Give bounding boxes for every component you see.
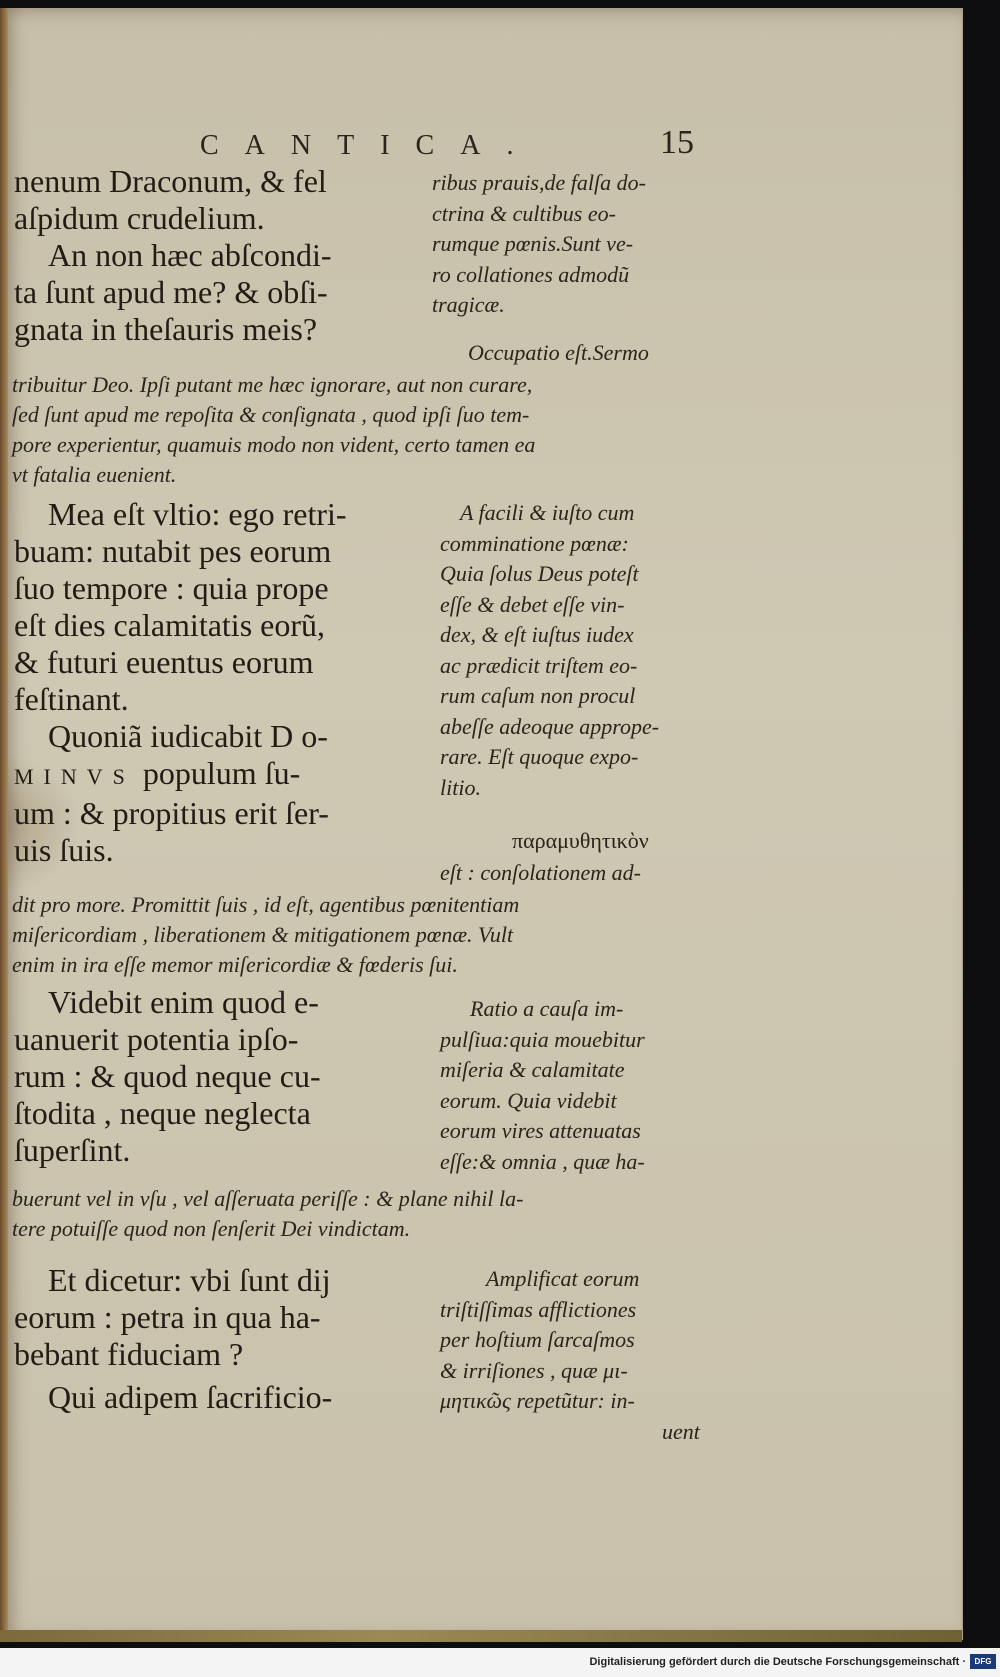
text-line: uis ſuis. bbox=[14, 832, 114, 868]
text-line bbox=[14, 755, 404, 795]
text-line: buam: nutabit pes eorum bbox=[14, 533, 332, 569]
dfg-logo: DFG bbox=[970, 1654, 996, 1669]
book-page bbox=[0, 8, 963, 1640]
note-line: Occupatio eſt.Sermo bbox=[468, 340, 649, 365]
note-line: rare. Eſt quoque expo- bbox=[440, 744, 639, 769]
text-line: Qui adipem ſacrificio- bbox=[48, 1379, 333, 1415]
note-line: Ratio a cauſa im- bbox=[470, 996, 624, 1021]
main-text-block-4 bbox=[14, 1262, 404, 1416]
text-fragment: populum ſu- bbox=[142, 755, 301, 791]
note-line: ctrina & cultibus eo- bbox=[432, 200, 616, 226]
note-line: rumque pœnis.Sunt ve- bbox=[432, 231, 634, 256]
text-line: rum : & quod neque cu- bbox=[14, 1058, 321, 1094]
note-line: tere potuiſſe quod non ſenſerit Dei vindictam. bbox=[12, 1216, 411, 1241]
note-line: ribus prauis,de falſa do- bbox=[432, 170, 646, 195]
commentary-note-2-end bbox=[440, 858, 641, 889]
text-line: eorum : petra in qua ha- bbox=[14, 1299, 321, 1335]
catchword: uent bbox=[662, 1418, 700, 1444]
note-line: miſeria & calamitate bbox=[440, 1057, 625, 1082]
book-cover-edge bbox=[0, 1630, 962, 1642]
commentary-note-1 bbox=[432, 168, 646, 321]
note-line: ſed ſunt apud me repoſita & conſignata , quod ipſi ſuo tem- bbox=[12, 402, 530, 427]
commentary-note-3 bbox=[440, 994, 645, 1177]
text-line: Mea eſt vltio: ego retri- bbox=[48, 496, 347, 532]
footer-credit: Digitalisierung gefördert durch die Deutsche Forschungsgemeinschaft · bbox=[589, 1656, 966, 1668]
note-line: μητικῶς repetũtur: in- bbox=[440, 1388, 635, 1413]
note-line: triſtiſſimas afflictiones bbox=[440, 1296, 637, 1322]
main-text-block-1 bbox=[14, 163, 404, 348]
note-line: comminatione pœnæ: bbox=[440, 530, 629, 556]
text-line: bebant fiduciam ? bbox=[14, 1336, 244, 1372]
text-line: ſuperſint. bbox=[14, 1132, 131, 1168]
note-line: tragicæ. bbox=[432, 292, 505, 317]
note-line: dex, & eſt iuſtus iudex bbox=[440, 622, 634, 647]
text-line: ſtodita , neque neglecta bbox=[14, 1095, 311, 1131]
text-line: uanuerit potentia ipſo- bbox=[14, 1021, 299, 1057]
page-edge bbox=[0, 8, 8, 1640]
text-line: eſt dies calamitatis eorũ, bbox=[14, 607, 325, 643]
note-line: pulſiua:quia mouebitur bbox=[440, 1026, 645, 1052]
small-caps-dominus: MINVS bbox=[14, 764, 135, 789]
note-line: eſſe:& omnia , quæ ha- bbox=[440, 1148, 645, 1174]
text-line: Videbit enim quod e- bbox=[48, 984, 319, 1020]
note-line: Amplificat eorum bbox=[486, 1266, 640, 1291]
note-line: eorum. Quia videbit bbox=[440, 1087, 617, 1113]
note-line: litio. bbox=[440, 774, 481, 800]
note-line: ro collationes admodũ bbox=[432, 261, 630, 287]
text-line: An non hæc abſcondi- bbox=[48, 237, 332, 273]
text-line: gnata in theſauris meis? bbox=[14, 311, 318, 347]
text-line: Et dicetur: vbi ſunt dij bbox=[48, 1262, 331, 1298]
note-line: miſericordiam , liberationem & mitigationem pœnæ. Vult bbox=[12, 922, 514, 947]
text-line: Quoniã iudicabit D o- bbox=[48, 718, 328, 754]
note-line: Quia ſolus Deus poteſt bbox=[440, 561, 639, 586]
running-title: CANTICA. bbox=[200, 130, 540, 161]
commentary-note-1b bbox=[468, 338, 649, 369]
greek-word bbox=[512, 826, 649, 857]
page-number: 15 bbox=[660, 124, 694, 161]
note-line: ac prædicit triſtem eo- bbox=[440, 652, 638, 678]
digitization-footer bbox=[0, 1648, 1000, 1677]
note-line: παραμυθητικὸν bbox=[512, 828, 649, 853]
main-text-block-2 bbox=[14, 496, 404, 869]
note-line: abeſſe adeoque apprope- bbox=[440, 713, 660, 739]
note-line: eſt : conſolationem ad- bbox=[440, 860, 642, 885]
commentary-full-3 bbox=[12, 1184, 712, 1244]
commentary-note-2 bbox=[440, 498, 659, 803]
note-line: eſſe & debet eſſe vin- bbox=[440, 591, 625, 617]
text-line: um : & propitius erit ſer- bbox=[14, 795, 329, 831]
note-line: A facili & iuſto cum bbox=[460, 500, 635, 525]
note-line: vt fatalia euenient. bbox=[12, 462, 177, 487]
note-line: tribuitur Deo. Ipſi putant me hæc ignorare, aut non curare, bbox=[12, 372, 533, 397]
note-line: eorum vires attenuatas bbox=[440, 1118, 641, 1143]
main-text-block-3 bbox=[14, 984, 404, 1169]
text-line: nenum Draconum, & fel bbox=[14, 163, 327, 199]
text-line: ſuo tempore : quia prope bbox=[14, 570, 329, 606]
text-line: & futuri euentus eorum bbox=[14, 644, 314, 680]
note-line: & irriſiones , quæ μι- bbox=[440, 1357, 628, 1383]
text-line: aſpidum crudelium. bbox=[14, 200, 265, 236]
note-line: buerunt vel in vſu , vel aſſeruata periſſe : & plane nihil la- bbox=[12, 1186, 524, 1211]
note-line: rum caſum non procul bbox=[440, 683, 636, 708]
commentary-note-4 bbox=[440, 1264, 700, 1447]
text-line: ta ſunt apud me? & obſi- bbox=[14, 274, 328, 310]
note-line: pore experientur, quamuis modo non vident, certo tamen ea bbox=[12, 432, 536, 457]
note-line: per hoſtium ſarcaſmos bbox=[440, 1327, 635, 1352]
text-line: feſtinant. bbox=[14, 681, 129, 717]
commentary-full-2 bbox=[12, 890, 712, 980]
note-line: enim in ira eſſe memor miſericordiæ & fœderis ſui. bbox=[12, 952, 458, 977]
note-line: dit pro more. Promittit ſuis , id eſt, agentibus pœnitentiam bbox=[12, 892, 520, 917]
commentary-full-1 bbox=[12, 370, 712, 490]
